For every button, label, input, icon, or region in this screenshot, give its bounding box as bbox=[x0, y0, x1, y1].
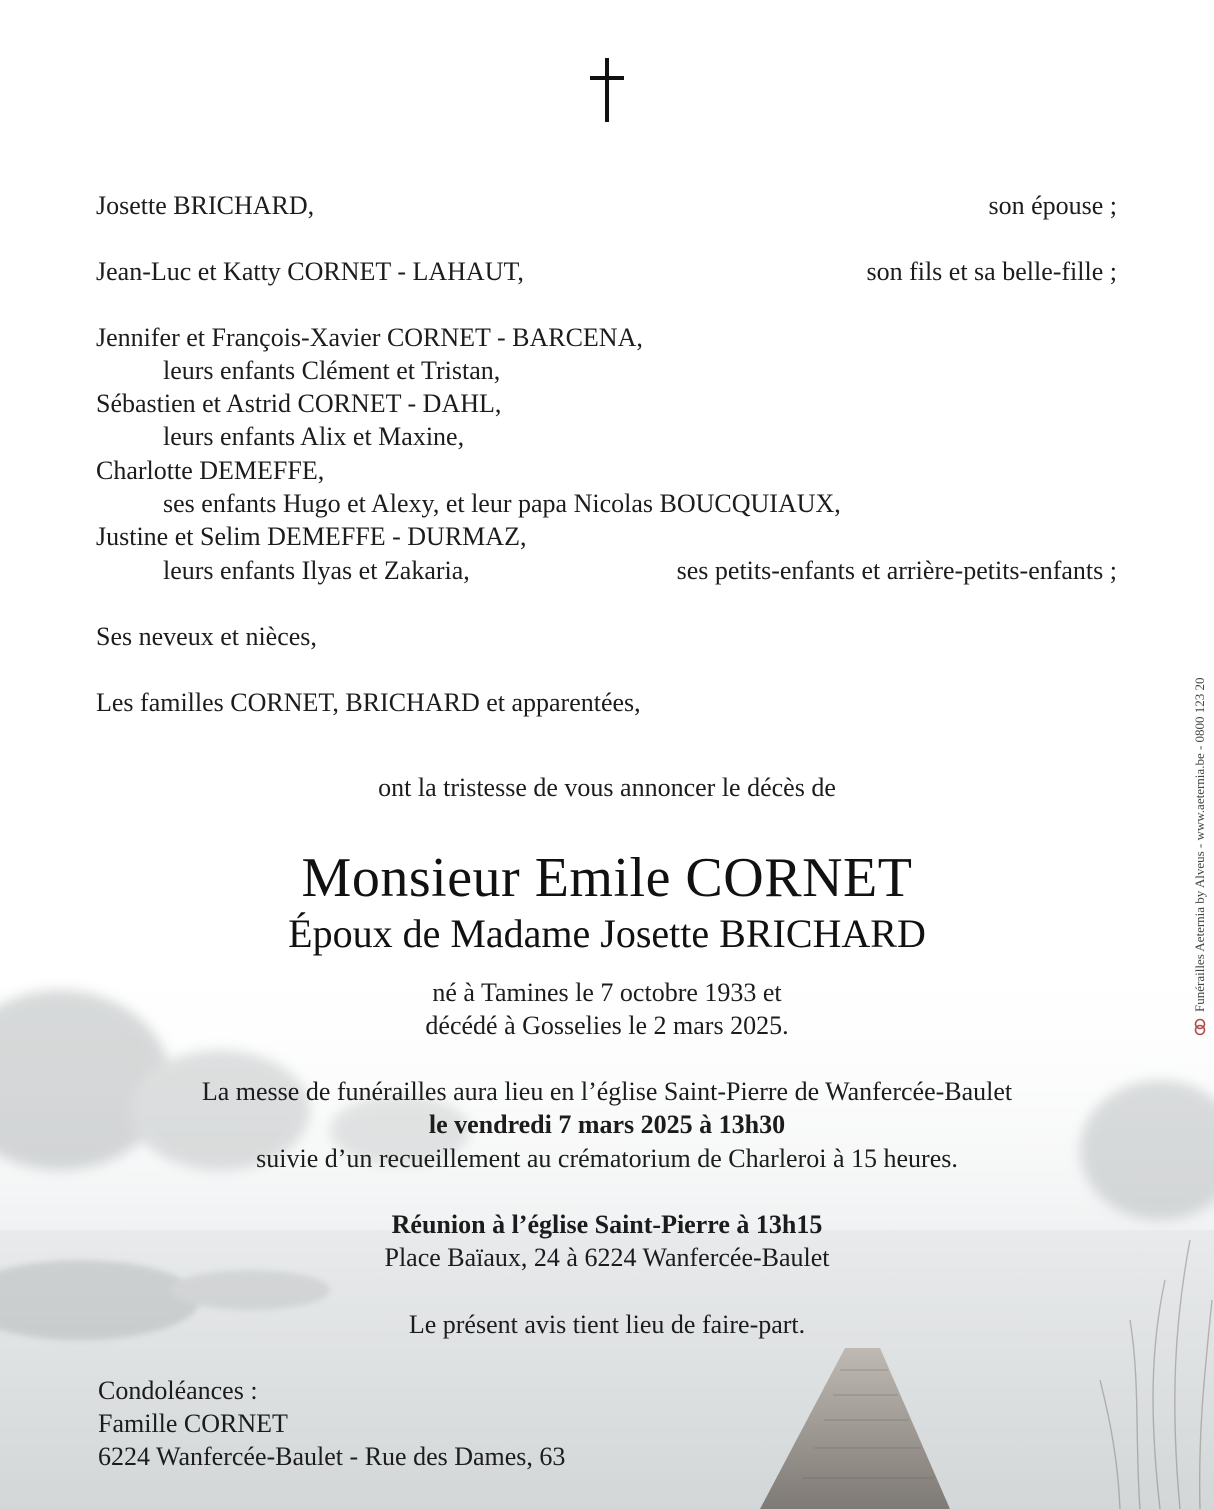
deceased-spouse-line: Époux de Madame Josette BRICHARD bbox=[288, 911, 926, 956]
funeral-home-credit bbox=[1191, 677, 1209, 1036]
spouse-relation: son épouse ; bbox=[988, 191, 1117, 220]
mass-line: La messe de funérailles aura lieu en l’église Saint-Pierre de Wanfercée-Baulet bbox=[201, 1077, 1013, 1106]
grandchild-line: Charlotte DEMEFFE, bbox=[96, 456, 325, 485]
condolences-label: Condoléances : bbox=[98, 1376, 258, 1405]
notice-line: Le présent avis tient lieu de faire-part. bbox=[408, 1310, 806, 1339]
grandchild-line: leurs enfants Clément et Tristan, bbox=[163, 356, 501, 385]
grandchild-line: Sébastien et Astrid CORNET - DAHL, bbox=[96, 389, 502, 418]
cross-icon bbox=[588, 58, 628, 124]
spouse-name: Josette BRICHARD, bbox=[96, 191, 315, 220]
son-relation: son fils et sa belle-fille ; bbox=[866, 257, 1117, 286]
church-address: Place Baïaux, 24 à 6224 Wanfercée-Baulet bbox=[384, 1243, 830, 1272]
birth-line: né à Tamines le 7 octobre 1933 et bbox=[432, 978, 782, 1007]
condolences-recipient: Famille CORNET bbox=[98, 1409, 288, 1438]
grandchildren-relation: ses petits-enfants et arrière-petits-enfants ; bbox=[676, 556, 1117, 585]
crematorium-line: suivie d’un recueillement au crématorium de Charleroi à 15 heures. bbox=[256, 1144, 958, 1173]
mass-date: le vendredi 7 mars 2025 à 13h30 bbox=[428, 1110, 786, 1139]
credit-text: Funérailles Aeternia by Alveus - www.aeternia.be - 0800 123 20 bbox=[1192, 677, 1207, 1012]
condolences-address: 6224 Wanfercée-Baulet - Rue des Dames, 63 bbox=[98, 1442, 566, 1471]
announcement-text: ont la tristesse de vous annoncer le décès de bbox=[378, 773, 836, 802]
death-line: décédé à Gosselies le 2 mars 2025. bbox=[425, 1011, 789, 1040]
grandchild-line: leurs enfants Alix et Maxine, bbox=[163, 422, 465, 451]
nephews-line: Ses neveux et nièces, bbox=[96, 622, 317, 651]
grandchild-line: Jennifer et François-Xavier CORNET - BARCENA, bbox=[96, 323, 643, 352]
son-names: Jean-Luc et Katty CORNET - LAHAUT, bbox=[96, 257, 524, 286]
deceased-name: Monsieur Emile CORNET bbox=[301, 847, 913, 909]
grandchild-line: ses enfants Hugo et Alexy, et leur papa Nicolas BOUCQUIAUX, bbox=[163, 489, 841, 518]
grandchild-line: Justine et Selim DEMEFFE - DURMAZ, bbox=[96, 522, 527, 551]
meeting-line: Réunion à l’église Saint-Pierre à 13h15 bbox=[391, 1210, 823, 1239]
grandchild-line: leurs enfants Ilyas et Zakaria, bbox=[163, 556, 470, 585]
funeral-home-logo-icon bbox=[1191, 1018, 1209, 1036]
families-line: Les familles CORNET, BRICHARD et apparentées, bbox=[96, 688, 641, 717]
